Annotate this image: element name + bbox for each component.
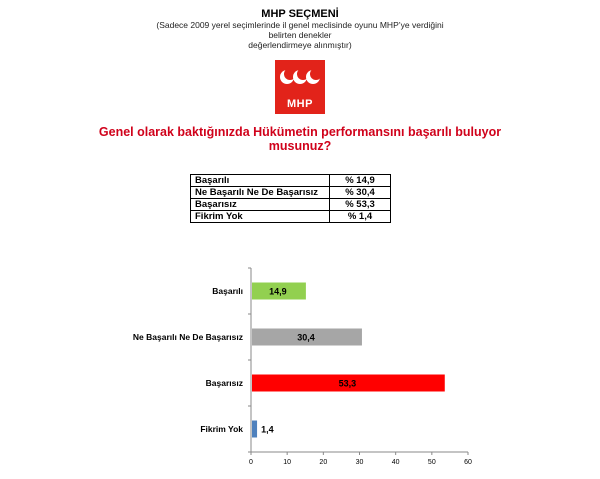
category-label: Ne Başarılı Ne De Başarısız bbox=[132, 332, 243, 342]
data-label: 1,4 bbox=[261, 424, 274, 435]
x-tick-label: 10 bbox=[283, 459, 292, 466]
data-label: 14,9 bbox=[269, 286, 287, 297]
table-cell-value: % 14,9 bbox=[330, 175, 391, 187]
x-tick-label: 40 bbox=[391, 459, 400, 466]
bar bbox=[252, 421, 257, 438]
x-tick-label: 50 bbox=[427, 459, 436, 466]
logo-text: MHP bbox=[287, 98, 313, 110]
table-cell-value: % 30,4 bbox=[330, 187, 391, 199]
subtitle-line-2: değerlendirmeye alınmıştır) bbox=[248, 40, 352, 50]
category-label: Fikrim Yok bbox=[200, 424, 243, 434]
table-cell-value: % 53,3 bbox=[330, 199, 391, 211]
table-cell-label: Fikrim Yok bbox=[191, 211, 330, 223]
table-cell-value: % 1,4 bbox=[330, 211, 391, 223]
table-cell-label: Başarılı bbox=[191, 175, 330, 187]
x-tick-label: 60 bbox=[464, 459, 472, 466]
x-tick-label: 30 bbox=[355, 459, 364, 466]
category-label: Başarılı bbox=[212, 286, 243, 296]
data-label: 53,3 bbox=[338, 378, 357, 389]
question-line-2: musunuz? bbox=[268, 139, 332, 153]
table-cell-label: Başarısız bbox=[191, 199, 330, 211]
table-cell-label: Ne Başarılı Ne De Başarısız bbox=[191, 187, 330, 199]
page-title: MHP SEÇMENİ bbox=[261, 8, 339, 20]
x-tick-label: 20 bbox=[319, 459, 328, 466]
category-label: Başarısız bbox=[205, 378, 243, 388]
x-tick-label: 0 bbox=[249, 459, 253, 466]
data-label: 30,4 bbox=[297, 332, 315, 343]
question-line-1: Genel olarak baktığınızda Hükümetin performansını başarılı buluyor bbox=[98, 125, 502, 139]
subtitle-line-1: (Sadece 2009 yerel seçimlerinde il genel meclisinde oyunu MHP’ye verdiğini belirten denekler bbox=[156, 20, 444, 40]
